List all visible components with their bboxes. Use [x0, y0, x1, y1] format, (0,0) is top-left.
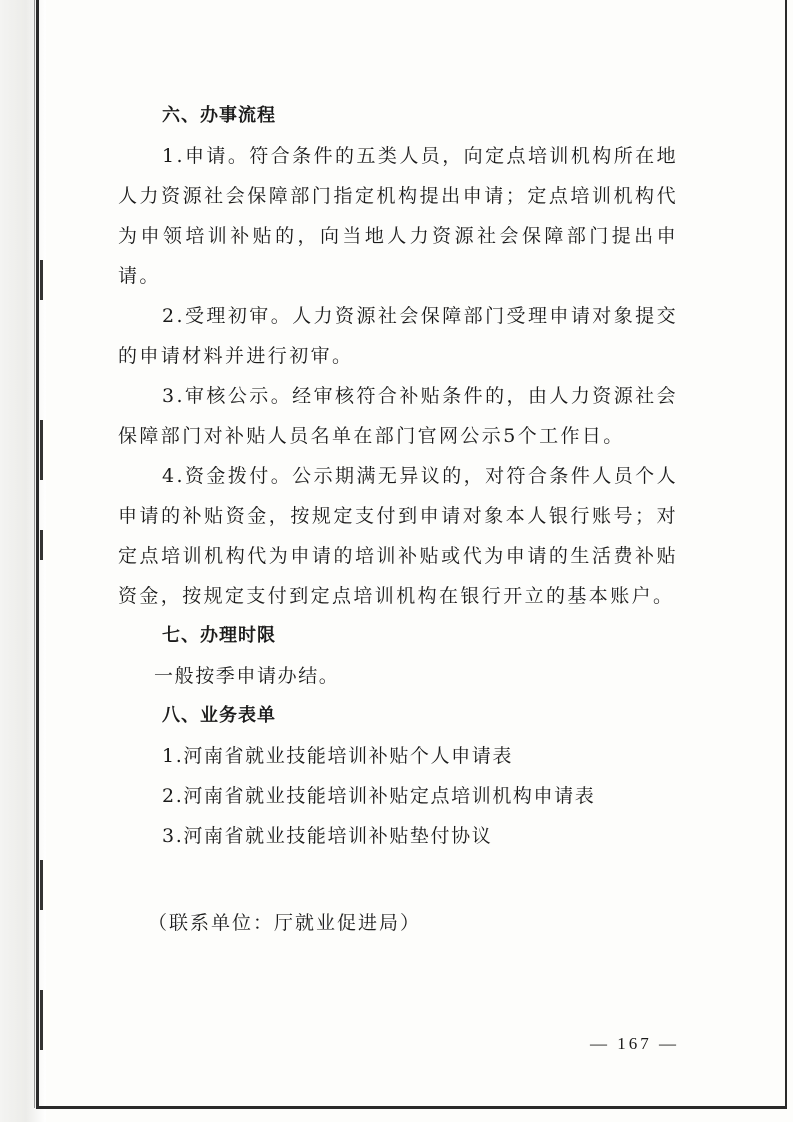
scan-speck [40, 420, 43, 480]
section-heading-time-limit: 七、办理时限 [162, 625, 276, 646]
scan-speck [40, 530, 43, 560]
section-heading-process: 六、办事流程 [162, 105, 276, 126]
form-item: 1.河南省就业技能培训补贴个人申请表 [162, 745, 513, 767]
process-step-review: 2.受理初审。人力资源社会保障部门受理申请对象提交的申请材料并进行初审。 [118, 305, 678, 367]
page-right-border [785, 0, 787, 1108]
time-limit-text: 一般按季申请办结。 [154, 665, 340, 687]
contact-unit: （联系单位：厅就业促进局） [148, 912, 422, 934]
document-body [118, 96, 678, 856]
form-item: 2.河南省就业技能培训补贴定点培训机构申请表 [162, 785, 596, 807]
scan-speck [40, 860, 43, 910]
scan-binding-margin [0, 0, 46, 1122]
section-heading-forms: 八、业务表单 [162, 705, 276, 726]
scan-speck [40, 260, 43, 300]
scan-speck [40, 990, 43, 1050]
page-bottom-border [36, 1106, 787, 1109]
process-step-funding: 4.资金拨付。公示期满无异议的，对符合条件人员个人申请的补贴资金，按规定支付到申请对象本人银行账号；对定点培训机构代为申请的培训补贴或代为申请的生活费补贴资金，按规定支付到定点培训机构在银行开立的基本账户。 [118, 465, 678, 607]
page-number: — 167 — [590, 1034, 679, 1053]
form-item: 3.河南省就业技能培训补贴垫付协议 [162, 825, 493, 847]
binding-edge-line [34, 0, 35, 1108]
process-step-apply: 1.申请。符合条件的五类人员，向定点培训机构所在地人力资源社会保障部门指定机构提出申请；定点培训机构代为申领培训补贴的，向当地人力资源社会保障部门提出申请。 [118, 145, 678, 287]
binding-edge-line-thick [36, 0, 39, 1108]
process-step-publicity: 3.审核公示。经审核符合补贴条件的，由人力资源社会保障部门对补贴人员名单在部门官网公示5个工作日。 [118, 385, 678, 447]
